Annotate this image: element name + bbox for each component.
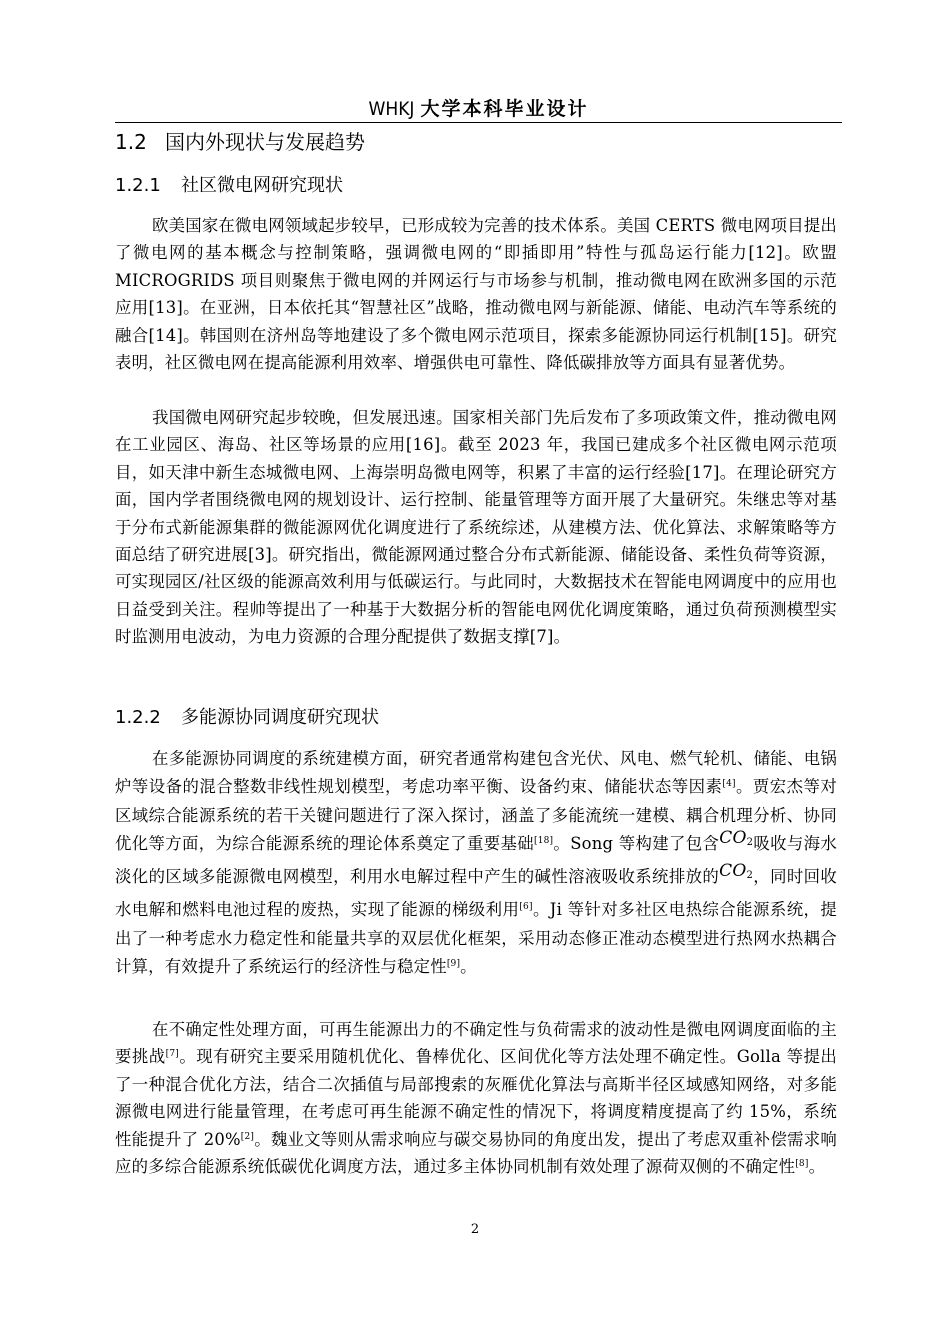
section-heading [115, 128, 365, 156]
paragraph-4: 在不确定性处理方面，可再生能源出力的不确定性与负荷需求的波动性是微电网调度面临的主要挑战[7]。现有研究主要采用随机优化、鲁棒优化、区间优化等方法处理不确定性。Golla 等提出了一种混合优化方法，结合二次插值与局部搜索的灰雁优化算法与高斯半径区域感知网络，对多能源微电网进行能量管理，在考虑可再生能源不确定性的情况下，将调度精度提高了约 15%，系统性能提升了 20%[2]。魏业文等则从需求响应与碳交易协同的角度出发，提出了考虑双重补偿需求响应的多综合能源系统低碳优化调度方法，通过多主体协同机制有效处理了源荷双侧的不确定性[8]。 [115, 1020, 837, 1177]
section-number: 1.2 [115, 130, 147, 154]
page-header [115, 96, 842, 123]
section-title: 国内外现状与发展趋势 [165, 130, 365, 154]
paragraph-3-text-d: 吸收与海水淡化的区域多能源微电网模型，利用水电解过程中产生的碱性溶液吸收系统排放的 [115, 833, 837, 887]
co2-formula: $CO_2$ [719, 827, 754, 848]
page-number: 2 [470, 1222, 480, 1237]
school-name: WHKJ [368, 98, 415, 120]
subsection-number-2: 1.2.2 [115, 707, 161, 728]
citation-9: [9] [446, 959, 461, 970]
citation-4: [4] [722, 779, 736, 790]
paragraph-4-text-b: 。现有研究主要采用随机优化、鲁棒优化、区间优化等方法处理不确定性。Golla 等提出了一种混合优化方法，结合二次插值与局部搜索的灰雁优化算法与高斯半径区域感知网络，对多能源微电网进行能量管理，在考虑可再生能源不确定性的情况下，将调度精度提高了约 15%，系统性能提升了 20% [115, 1047, 837, 1149]
citation-18: [18] [533, 835, 554, 846]
paragraph-4-text-a: 在不确定性处理方面，可再生能源出力的不确定性与负荷需求的波动性是微电网调度面临的主要挑战 [115, 1020, 837, 1067]
citation-7: [7] [165, 1049, 180, 1060]
citation-8: [8] [795, 1159, 809, 1170]
paragraph-3-text-e: ，同时回收水电解和燃料电池过程的废热，实现了能源的梯级利用 [115, 867, 838, 920]
paragraph-3-text-f: 。Ji 等针对多社区电热综合能源系统，提出了一种考虑水力稳定性和能量共享的双层优化框架，采用动态修正准动态模型进行热网水热耦合计算，有效提升了系统运行的经济性与稳定性 [115, 900, 837, 977]
citation-6: [6] [519, 902, 533, 913]
paragraph-3: 在多能源协同调度的系统建模方面，研究者通常构建包含光伏、风电、燃气轮机、储能、电锅炉等设备的混合整数非线性规划模型，考虑功率平衡、设备约束、储能状态等因素[4]。贾宏杰等对区域综合能源系统的若干关键问题进行了深入探讨，涵盖了多能流统一建模、耦合机理分析、协同优化等方面，为综合能源系统的理论体系奠定了重要基础[18]。Song 等构建了包含$CO_2$吸收与海水淡化的区域多能源微电网模型，利用水电解过程中产生的碱性溶液吸收系统排放的$CO_2$，同时回收水电解和燃料电池过程的废热，实现了能源的梯级利用[6]。Ji 等针对多社区电热综合能源系统，提出了一种考虑水力稳定性和能量共享的双层优化框架，采用动态修正准动态模型进行热网水热耦合计算，有效提升了系统运行的经济性与稳定性[9]。 [115, 749, 838, 977]
paragraph-3-text-b: 。贾宏杰等对区域综合能源系统的若干关键问题进行了深入探讨，涵盖了多能流统一建模、耦合机理分析、协同优化等方面，为综合能源系统的理论体系奠定了重要基础 [115, 777, 837, 853]
citation-2: [2] [240, 1131, 255, 1142]
subsection-number-1: 1.2.1 [115, 175, 161, 196]
paragraph-3-text-a: 在多能源协同调度的系统建模方面，研究者通常构建包含光伏、风电、燃气轮机、储能、电锅炉等设备的混合整数非线性规划模型，考虑功率平衡、设备约束、储能状态等因素 [115, 749, 837, 797]
subsection-title-2: 多能源协同调度研究现状 [181, 707, 379, 728]
paragraph-4-text-c: 。魏业文等则从需求响应与碳交易协同的角度出发，提出了考虑双重补偿需求响应的多综合能源系统低碳优化调度方法，通过多主体协同机制有效处理了源荷双侧的不确定性 [115, 1129, 837, 1177]
subsection-title-1: 社区微电网研究现状 [181, 175, 343, 196]
subsection-heading-2 [115, 705, 379, 731]
paragraph-2: 我国微电网研究起步较晚，但发展迅速。国家相关部门先后发布了多项政策文件，推动微电网在工业园区、海岛、社区等场景的应用[16]。截至 2023 年，我国已建成多个社区微电网示范项目，如天津中新生态城微电网、上海崇明岛微电网等，积累了丰富的运行经验[17]。在理论研究方面，国内学者围绕微电网的规划设计、运行控制、能量管理等方面开展了大量研究。朱继忠等对基于分布式新能源集群的微能源网优化调度进行了系统综述，从建模方法、优化算法、求解策略等方面总结了研究进展[3]。研究指出，微能源网通过整合分布式新能源、储能设备、柔性负荷等资源，可实现园区/社区级的能源高效利用与低碳运行。与此同时，大数据技术在智能电网调度中的应用也日益受到关注。程帅等提出了一种基于大数据分析的智能电网优化调度策略，通过负荷预测模型实时监测用电波动，为电力资源的合理分配提供了数据支撑[7]。 [115, 408, 837, 647]
co2-formula: $CO_2$ [719, 861, 754, 882]
paragraph-3-text-c: 。Song 等构建了包含 [553, 833, 720, 853]
subsection-heading-1 [115, 173, 343, 199]
paragraph-1: 欧美国家在微电网领域起步较早，已形成较为完善的技术体系。美国 CERTS 微电网项目提出了微电网的基本概念与控制策略，强调微电网的“即插即用”特性与孤岛运行能力[12]。欧盟 MICROGRIDS 项目则聚焦于微电网的并网运行与市场参与机制，推动微电网在欧洲多国的示范应用[13]。在亚洲，日本依托其“智慧社区”战略，推动微电网与新能源、储能、电动汽车等系统的融合[14]。韩国则在济州岛等地建设了多个微电网示范项目，探索多能源协同运行机制[15]。研究表明，社区微电网在提高能源利用效率、增强供电可靠性、降低碳排放等方面具有显著优势。 [115, 216, 837, 373]
header-title: 大学本科毕业设计 [420, 98, 589, 120]
